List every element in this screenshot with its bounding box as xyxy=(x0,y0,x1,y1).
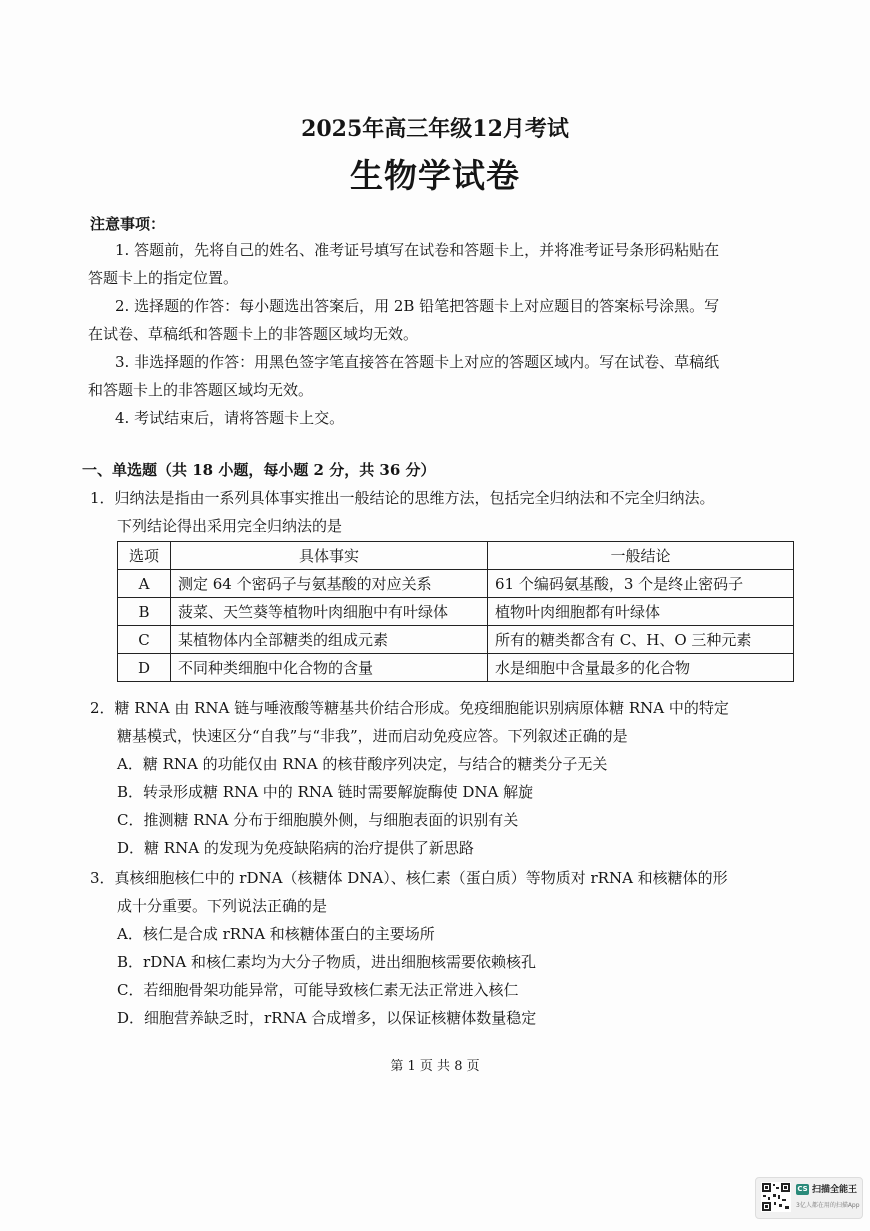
table-cell: 菠菜、天竺葵等植物叶肉细胞中有叶绿体 xyxy=(171,598,488,626)
table-row xyxy=(118,598,794,626)
qr-code-icon xyxy=(761,1182,791,1212)
table-cell: 所有的糖类都含有 C、H、O 三种元素 xyxy=(488,626,794,654)
table-cell: 测定 64 个密码子与氨基酸的对应关系 xyxy=(171,570,488,598)
table-cell: D xyxy=(118,654,171,682)
section-heading: 一、单选题（共 18 小题，每小题 2 分，共 36 分） xyxy=(82,461,436,479)
table-row xyxy=(118,626,794,654)
exam-title: 2025年高三年级12月考试 xyxy=(301,116,569,142)
scanner-watermark xyxy=(755,1177,863,1219)
answer-option: D．细胞营养缺乏时，rRNA 合成增多，以保证核糖体数量稳定 xyxy=(117,1009,537,1027)
notice-line: 答题卡上的指定位置。 xyxy=(88,269,239,287)
cs-logo-icon: CS xyxy=(797,1185,808,1193)
table-cell: 植物叶肉细胞都有叶绿体 xyxy=(488,598,794,626)
question-stem: 2．糖 RNA 由 RNA 链与唾液酸等糖基共价结合形成。免疫细胞能识别病原体糖 RNA 中的特定 xyxy=(90,699,729,717)
table-header-cell: 一般结论 xyxy=(488,542,794,570)
table-header-cell: 选项 xyxy=(118,542,171,570)
question-stem: 成十分重要。下列说法正确的是 xyxy=(117,897,328,915)
subject-title: 生物学试卷 xyxy=(350,156,520,195)
table-header-row xyxy=(118,542,794,570)
table-cell: 61 个编码氨基酸，3 个是终止密码子 xyxy=(488,570,794,598)
table-cell: 不同种类细胞中化合物的含量 xyxy=(171,654,488,682)
question-stem: 3．真核细胞核仁中的 rDNA（核糖体 DNA）、核仁素（蛋白质）等物质对 rRNA 和核糖体的形 xyxy=(90,869,728,887)
answer-option: C．若细胞骨架功能异常，可能导致核仁素无法正常进入核仁 xyxy=(117,981,519,999)
answer-option: B．rDNA 和核仁素均为大分子物质，进出细胞核需要依赖核孔 xyxy=(117,953,536,971)
scanner-app-name: 扫描全能王 xyxy=(812,1185,858,1195)
q1-table xyxy=(117,541,794,682)
answer-option: D．糖 RNA 的发现为免疫缺陷病的治疗提供了新思路 xyxy=(117,839,474,857)
table-cell: A xyxy=(118,570,171,598)
scanner-tagline: 3亿人都在用的扫描App xyxy=(796,1202,860,1209)
question-stem: 糖基模式，快速区分“自我”与“非我”，进而启动免疫应答。下列叙述正确的是 xyxy=(117,727,628,745)
table-cell: C xyxy=(118,626,171,654)
question-stem: 下列结论得出采用完全归纳法的是 xyxy=(117,517,343,535)
table-cell: 某植物体内全部糖类的组成元素 xyxy=(171,626,488,654)
answer-option: C．推测糖 RNA 分布于细胞膜外侧，与细胞表面的识别有关 xyxy=(117,811,519,829)
table-cell: B xyxy=(118,598,171,626)
notice-line: 和答题卡上的非答题区域均无效。 xyxy=(88,381,314,399)
answer-option: B．转录形成糖 RNA 中的 RNA 链时需要解旋酶使 DNA 解旋 xyxy=(117,783,534,801)
notice-heading: 注意事项： xyxy=(90,215,166,233)
page-number: 第 1 页 共 8 页 xyxy=(390,1059,480,1074)
notice-line: 4. 考试结束后，请将答题卡上交。 xyxy=(115,409,345,427)
table-row xyxy=(118,654,794,682)
table-row xyxy=(118,570,794,598)
notice-line: 在试卷、草稿纸和答题卡上的非答题区域均无效。 xyxy=(88,325,419,343)
notice-line: 2. 选择题的作答：每小题选出答案后，用 2B 铅笔把答题卡上对应题目的答案标号涂黑。写 xyxy=(115,297,720,315)
notice-line: 1. 答题前，先将自己的姓名、准考证号填写在试卷和答题卡上，并将准考证号条形码粘贴在 xyxy=(115,241,720,259)
question-stem: 1．归纳法是指由一系列具体事实推出一般结论的思维方法，包括完全归纳法和不完全归纳法。 xyxy=(90,489,715,507)
table-cell: 水是细胞中含量最多的化合物 xyxy=(488,654,794,682)
answer-option: A．糖 RNA 的功能仅由 RNA 的核苷酸序列决定，与结合的糖类分子无关 xyxy=(117,755,608,773)
notice-line: 3. 非选择题的作答：用黑色签字笔直接答在答题卡上对应的答题区域内。写在试卷、草稿纸 xyxy=(115,353,720,371)
table-header-cell: 具体事实 xyxy=(171,542,488,570)
answer-option: A．核仁是合成 rRNA 和核糖体蛋白的主要场所 xyxy=(117,925,435,943)
